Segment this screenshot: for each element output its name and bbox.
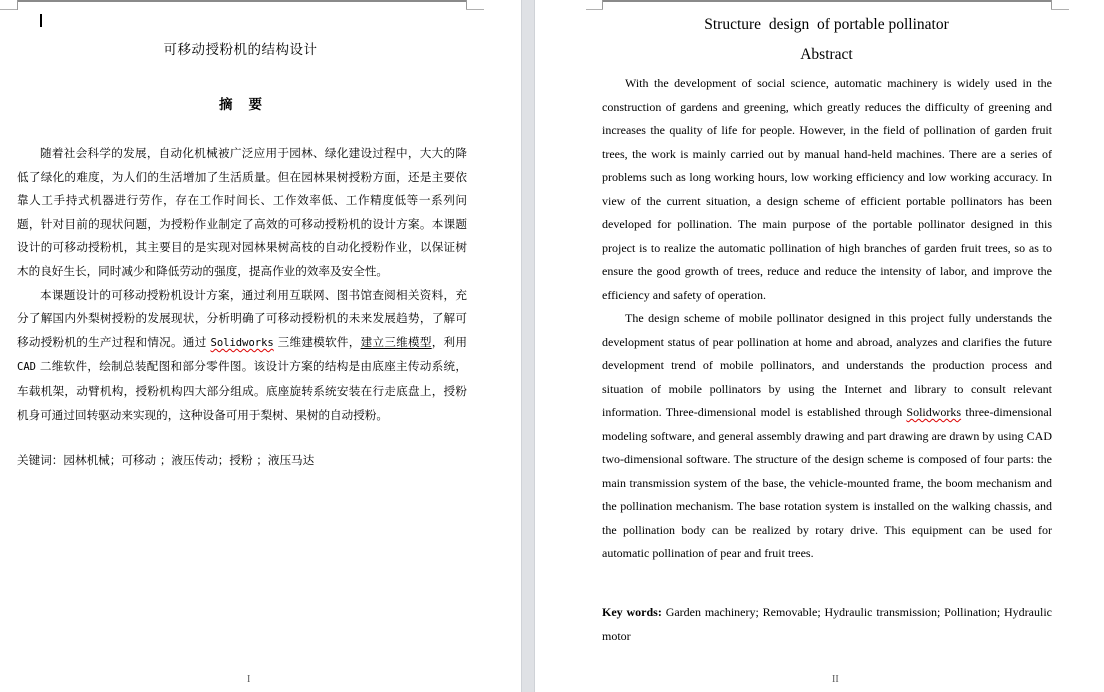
paragraph-text: ，利用 — [431, 334, 467, 349]
spellcheck-flagged-word[interactable]: Solidworks — [906, 405, 962, 419]
document-page-2[interactable] — [535, 0, 1104, 692]
document-page-1[interactable] — [0, 0, 521, 692]
english-paragraph-2 — [602, 307, 1052, 566]
spellcheck-flagged-word[interactable]: Solidworks — [210, 336, 274, 349]
paragraph-text: 本课题设计的可移动授粉机设计方案，通过利用互联网、图书馆查阅相关资料，充分了解国内外梨树授粉的发展现状，分析明确了可移动授粉机的未来发展趋势，了解可移动授粉机的生产过程和情况。通过 — [17, 287, 467, 349]
page-number: I — [247, 674, 251, 685]
paragraph-text: 三维建模软件， — [273, 334, 361, 349]
english-abstract-body[interactable] — [602, 72, 1052, 566]
paragraph-text: 二维软件，绘制总装配图和部分零件图。该设计方案的结构是由底座主传动系统，车载机架，动臂机构，授粉机构四大部分组成。底座旋转系统安装在行走底盘上，授粉机身可通过回转驱动来实现的，这种设备可用于梨树、果树的自动授粉。 — [17, 359, 467, 422]
text-cursor — [40, 14, 42, 27]
margin-mark-top-left-h — [586, 9, 603, 10]
chinese-abstract-heading — [0, 93, 481, 113]
english-paragraph-1: With the development of social science, automatic machinery is widely used in the construction of gardens and greening, which greatly reduces the difficulty of greening and increases the quality of life for people. However, in the field of pollination of garden fruit trees, the work is mainly carried out by manual hand-held machines. There are a series of problems such as long working hours, low working efficiency and low working accuracy. In view of the current situation, a design scheme of efficient portable pollinators has been developed for pollination. The main purpose of the portable pollinator designed in this project is to realize the automatic pollination of high branches of garden fruit trees, so as to ensure the good growth of trees, reduce and reduce the intensity of labor, and improve the efficiency and safety of operation. — [602, 76, 1052, 302]
english-abstract-heading: Abstract — [800, 46, 853, 63]
heading-char-2: 要 — [248, 97, 262, 113]
paragraph-text: three-dimensional modeling software, and general assembly drawing and part drawing are drawn by using CAD two-dimensional software. The structure of the design scheme is composed of four parts: the main transmission system of the base, the vehicle-mounted frame, the boom mechanism and the pollination mechanism. The base rotation system is installed on the walking chassis, and the pollination body can be realized by rotary drive. This equipment can be used for automatic pollination of pear and fruit trees. — [602, 405, 1053, 560]
chinese-abstract-body[interactable] — [17, 142, 467, 427]
margin-mark-top-left-h — [0, 9, 17, 10]
english-title: Structure design of portable pollinator — [704, 16, 949, 33]
keywords-label: Key words: — [602, 605, 662, 619]
chinese-title: 可移动授粉机的结构设计 — [163, 42, 318, 58]
page-separator — [521, 0, 535, 692]
margin-mark-top-left — [17, 0, 18, 10]
keywords-label: 关键词： — [17, 453, 64, 467]
page-top-edge — [17, 0, 467, 2]
underlined-phrase: 建立三维模型 — [360, 334, 432, 349]
keywords-value: Garden machinery; Removable; Hydraulic transmission; Pollination; Hydraulic motor — [602, 605, 1052, 643]
page-number: II — [832, 674, 839, 685]
margin-mark-top-right-h — [1051, 9, 1069, 10]
cad-term: CAD — [17, 361, 36, 374]
keywords-value: 园林机械；可移动 ；液压传动；授粉 ；液压马达 — [63, 453, 315, 467]
paragraph-text: The design scheme of mobile pollinator designed in this project fully understands the development status of pear pollination at home and abroad, analyzes and clarifies the future development trend of mobile pollinators, and understands the production process and situation of mobile pollinators by using the Internet and library to consult relevant information. Three-dimensional model is established through — [602, 311, 1052, 419]
chinese-paragraph-2 — [17, 284, 467, 428]
chinese-keywords — [17, 450, 314, 470]
chinese-paragraph-1: 随着社会科学的发展，自动化机械被广泛应用于园林、绿化建设过程中，大大的降低了绿化的难度，为人们的生活增加了生活质量。但在园林果树授粉方面，还是主要依靠人工手持式机器进行劳作，存在工作时间长、工作效率低、工作精度低等一系列问题，针对目前的现状问题，为授粉作业制定了高效的可移动授粉机的设计方案。本课题设计的可移动授粉机，其主要目的是实现对园林果树高枝的自动化授粉作业，以保证树木的良好生长，同时减少和降低劳动的强度，提高作业的效率及安全性。 — [17, 146, 467, 278]
margin-mark-top-right-h — [466, 9, 484, 10]
heading-char-1: 摘 — [219, 97, 233, 113]
page-top-edge — [602, 0, 1052, 2]
english-keywords — [602, 601, 1052, 648]
